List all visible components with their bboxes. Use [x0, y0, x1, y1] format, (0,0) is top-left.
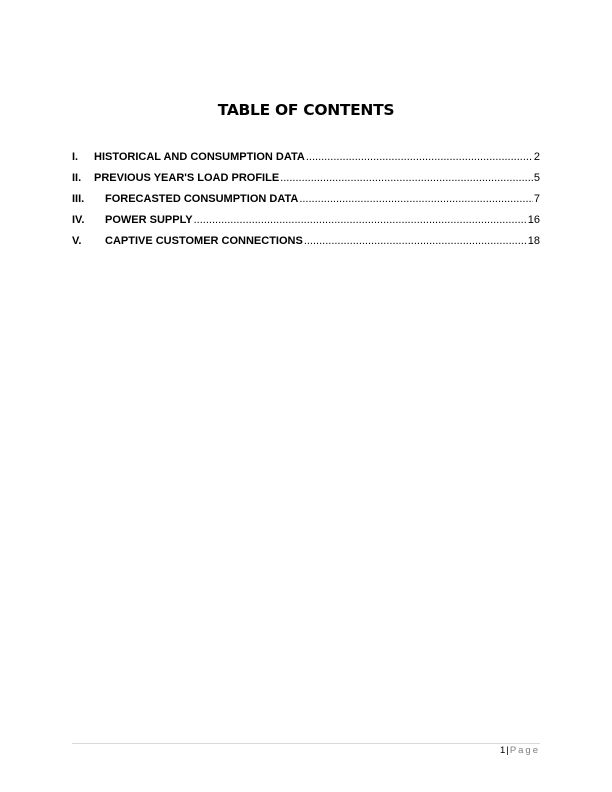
toc-entry-page[interactable]: 18: [527, 235, 540, 247]
toc-entry-number: V.: [72, 235, 82, 247]
toc-entry[interactable]: [72, 214, 540, 235]
toc-dot-leader: [299, 193, 533, 205]
toc-entry-number: IV.: [72, 214, 85, 226]
footer-page-number: 1: [500, 745, 506, 756]
table-of-contents: [72, 151, 540, 256]
toc-entry-title[interactable]: FORECASTED CONSUMPTION DATA: [105, 193, 299, 205]
toc-entry-page[interactable]: 5: [533, 172, 540, 184]
footer-divider: [72, 743, 540, 744]
toc-entry-title[interactable]: HISTORICAL AND CONSUMPTION DATA: [94, 151, 305, 163]
page-footer: [72, 745, 540, 756]
toc-entry[interactable]: [72, 193, 540, 214]
toc-dot-leader: [194, 214, 527, 226]
toc-entry-number: I.: [72, 151, 79, 163]
toc-entry-page[interactable]: 16: [527, 214, 540, 226]
toc-entry[interactable]: [72, 151, 540, 172]
footer-page-label: Page: [509, 745, 540, 756]
footer-separator: |: [506, 745, 509, 756]
toc-entry-page[interactable]: 7: [533, 193, 540, 205]
toc-entry-number: III.: [72, 193, 85, 205]
toc-dot-leader: [304, 235, 527, 247]
toc-dot-leader: [280, 172, 533, 184]
toc-entry-number: II.: [72, 172, 82, 184]
page-title: TABLE OF CONTENTS: [217, 101, 395, 119]
toc-entry[interactable]: [72, 235, 540, 256]
toc-dot-leader: [306, 151, 533, 163]
toc-entry-page[interactable]: 2: [533, 151, 540, 163]
toc-entry-title[interactable]: PREVIOUS YEAR'S LOAD PROFILE: [94, 172, 280, 184]
toc-entry-title[interactable]: POWER SUPPLY: [105, 214, 193, 226]
toc-entry[interactable]: [72, 172, 540, 193]
toc-entry-title[interactable]: CAPTIVE CUSTOMER CONNECTIONS: [105, 235, 303, 247]
